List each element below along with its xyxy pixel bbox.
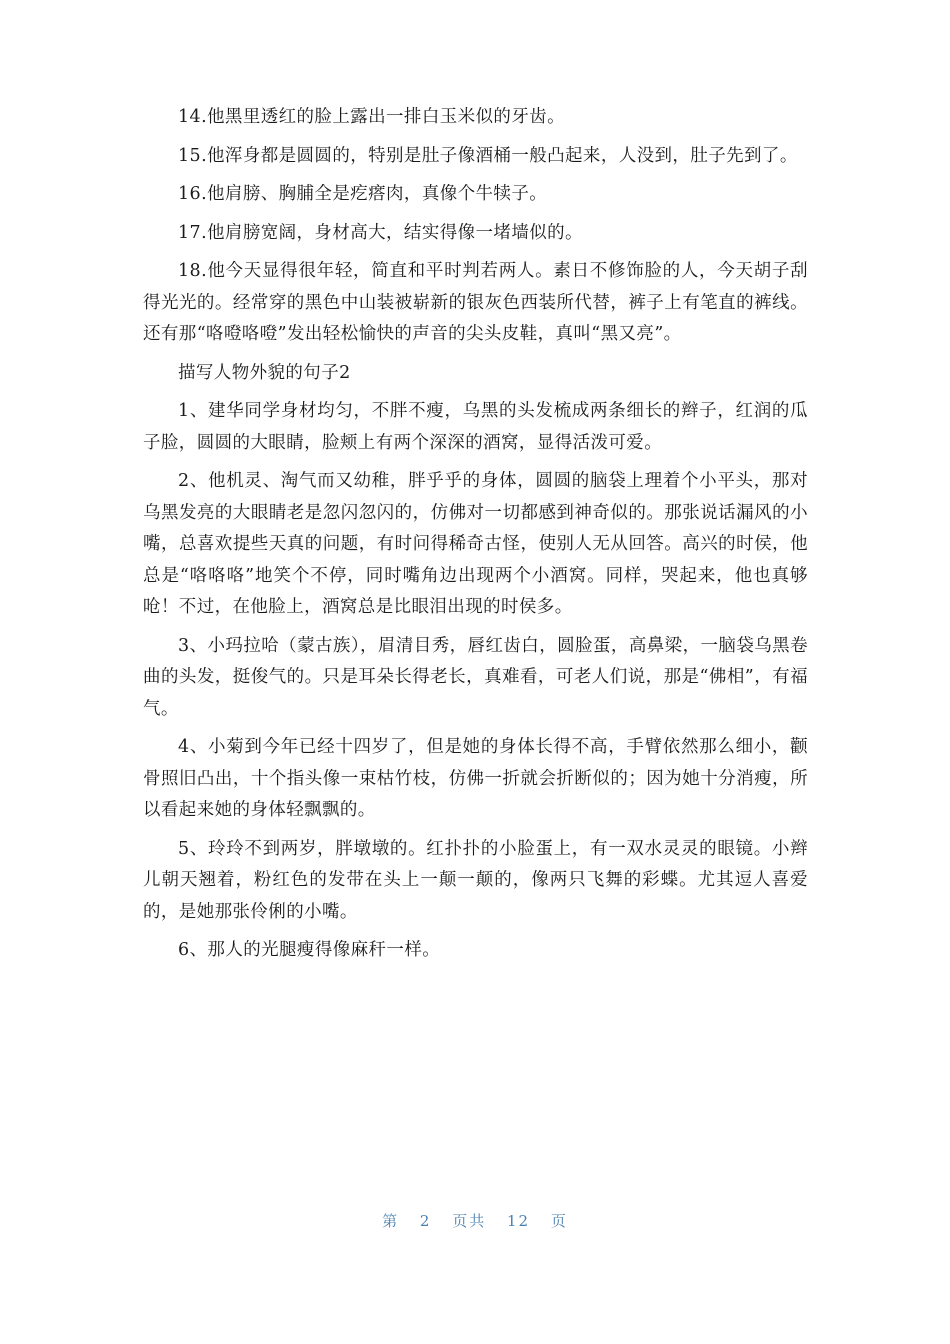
footer-middle: 页共 xyxy=(452,1212,487,1230)
paragraph-item-3: 3、小玛拉哈（蒙古族），眉清目秀，唇红齿白，圆脸蛋，高鼻梁，一脑袋乌黑卷曲的头发，挺俊气的。只是耳朵长得老长，真难看，可老人们说，那是“佛相”，有福气。 xyxy=(143,635,808,719)
paragraph-16: 16.他肩膀、胸脯全是疙瘩肉，真像个牛犊子。 xyxy=(178,184,548,204)
page-number-footer xyxy=(0,1210,950,1231)
section-heading: 描写人物外貌的句子2 xyxy=(178,362,351,383)
paragraph-14: 14.他黑里透红的脸上露出一排白玉米似的牙齿。 xyxy=(178,107,566,127)
current-page-number: 2 xyxy=(419,1212,432,1230)
footer-prefix: 第 xyxy=(382,1212,400,1230)
footer-suffix: 页 xyxy=(550,1212,568,1230)
paragraph-item-4: 4、小菊到今年已经十四岁了，但是她的身体长得不高，手臂依然那么细小，颧骨照旧凸出，十个指头像一束枯竹枝，仿佛一折就会折断似的；因为她十分消瘦，所以看起来她的身体轻飘飘的。 xyxy=(143,737,808,820)
paragraph-item-1: 1、建华同学身材均匀，不胖不瘦，乌黑的头发梳成两条细长的辫子，红润的瓜子脸，圆圆的大眼睛，脸颊上有两个深深的酒窝，显得活泼可爱。 xyxy=(143,401,808,453)
document-body xyxy=(143,102,808,974)
paragraph-item-2: 2、他机灵、淘气而又幼稚，胖乎乎的身体，圆圆的脑袋上理着个小平头，那对乌黑发亮的大眼睛老是忽闪忽闪的，仿佛对一切都感到神奇似的。那张说话漏风的小嘴，总喜欢提些天真的问题，有时问得稀奇古怪，使别人无从回答。高兴的时侯，他总是“咯咯咯”地笑个不停，同时嘴角边出现两个小酒窝。同样，哭起来，他也真够呛！不过，在他脸上，酒窝总是比眼泪出现的时侯多。 xyxy=(143,471,808,617)
total-page-count: 12 xyxy=(507,1212,531,1230)
paragraph-item-5: 5、玲玲不到两岁，胖墩墩的。红扑扑的小脸蛋上，有一双水灵灵的眼镜。小辫儿朝天翘着，粉红色的发带在头上一颠一颠的，像两只飞舞的彩蝶。尤其逗人喜爱的，是她那张伶俐的小嘴。 xyxy=(143,838,808,922)
paragraph-17: 17.他肩膀宽阔，身材高大，结实得像一堵墙似的。 xyxy=(178,222,583,243)
paragraph-15: 15.他浑身都是圆圆的，特别是肚子像酒桶一般凸起来，人没到，肚子先到了。 xyxy=(178,145,798,166)
paragraph-item-6: 6、那人的光腿瘦得像麻秆一样。 xyxy=(178,940,441,960)
paragraph-18: 18.他今天显得很年轻，简直和平时判若两人。素日不修饰脸的人，今天胡子刮得光光的。经常穿的黑色中山装被崭新的银灰色西装所代替，裤子上有笔直的裤线。还有那“咯噔咯噔”发出轻松愉快的声音的尖头皮鞋，真叫“黑又亮”。 xyxy=(143,261,808,344)
